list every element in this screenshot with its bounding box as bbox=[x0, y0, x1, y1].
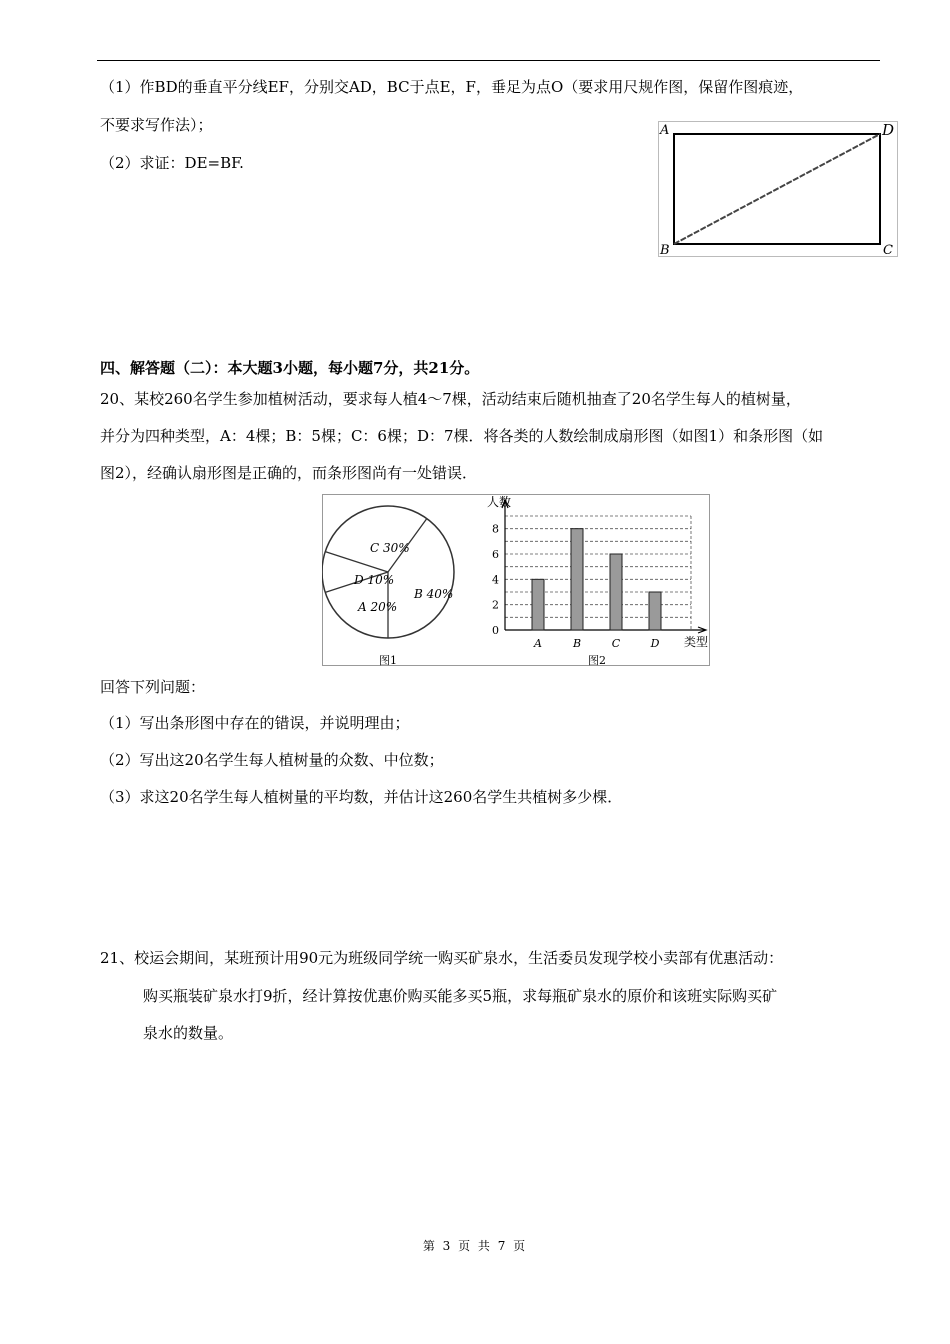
rectangle-figure bbox=[658, 121, 898, 261]
q20-sub2: （2）写出这20名学生每人植树量的众数、中位数； bbox=[100, 751, 444, 769]
vertex-b-label: B bbox=[660, 243, 670, 257]
bar-category-label: B bbox=[572, 637, 582, 650]
pie-caption: 图1 bbox=[379, 654, 397, 666]
bar-category-label: A bbox=[534, 637, 542, 650]
q21-line3: 泉水的数量。 bbox=[143, 1024, 234, 1042]
bar-d bbox=[649, 592, 661, 630]
vertex-d-label: D bbox=[882, 121, 895, 139]
vertex-c-label: C bbox=[883, 243, 893, 257]
q19-part1-continued: 不要求写作法）； bbox=[100, 116, 213, 134]
bar-ylabel: 人数 bbox=[487, 495, 512, 509]
q20-line3: 图2），经确认扇形图是正确的，而条形图尚有一处错误． bbox=[100, 464, 478, 482]
pie-label-b: B 40% bbox=[414, 587, 454, 601]
q20-line1: 20、某校260名学生参加植树活动，要求每人植4～7棵，活动结束后随机抽查了20名学生每人的植树量， bbox=[100, 390, 801, 408]
q21-line1: 21、校运会期间，某班预计用90元为班级同学统一购买矿泉水，生活委员发现学校小卖部有优惠活动： bbox=[100, 949, 784, 967]
bar-ytick-label: 8 bbox=[492, 522, 499, 536]
q19-part2: （2）求证：DE=BF. bbox=[100, 154, 244, 172]
q20-answer-intro: 回答下列问题： bbox=[100, 678, 206, 696]
bar-category-label: C bbox=[611, 637, 621, 650]
q20-sub3: （3）求这20名学生每人植树量的平均数，并估计这260名学生共植树多少棵． bbox=[100, 788, 623, 806]
bar-c bbox=[610, 554, 622, 630]
pie-label-d: D 10% bbox=[354, 573, 395, 587]
bar-category-label: D bbox=[650, 637, 660, 650]
section-heading: 四、解答题（二）：本大题3小题，每小题7分，共21分。 bbox=[100, 359, 480, 377]
pie-label-a: A 20% bbox=[358, 600, 398, 614]
pie-label-c: C 30% bbox=[370, 541, 410, 555]
q21-line2: 购买瓶装矿泉水打9折，经计算按优惠价购买能多买5瓶，求每瓶矿泉水的原价和该班实际购买矿 bbox=[143, 987, 778, 1005]
bar-ytick-label: 6 bbox=[492, 548, 499, 561]
bar-b bbox=[571, 529, 583, 630]
bar-ytick-label: 4 bbox=[492, 573, 499, 587]
vertex-a-label: A bbox=[660, 123, 670, 138]
bar-xlabel: 类型 bbox=[684, 635, 709, 649]
bar-a bbox=[532, 579, 544, 630]
header-rule bbox=[97, 60, 880, 61]
q20-line2: 并分为四种类型，A：4棵；B：5棵；C：6棵；D：7棵．将各类的人数绘制成扇形图（如图1）和条形图（如 bbox=[100, 427, 824, 445]
charts-figure bbox=[322, 494, 710, 670]
q20-sub1: （1）写出条形图中存在的错误，并说明理由； bbox=[100, 714, 410, 732]
bar-caption: 图2 bbox=[588, 654, 606, 666]
q19-part1: （1）作BD的垂直平分线EF，分别交AD，BC于点E，F，垂足为点O（要求用尺规作图，保留作图痕迹， bbox=[100, 78, 804, 96]
bar-ytick-label: 2 bbox=[492, 598, 499, 612]
page-footer: 第 3 页 共 7 页 bbox=[422, 1239, 528, 1253]
bar-ytick-label: 0 bbox=[492, 624, 499, 637]
